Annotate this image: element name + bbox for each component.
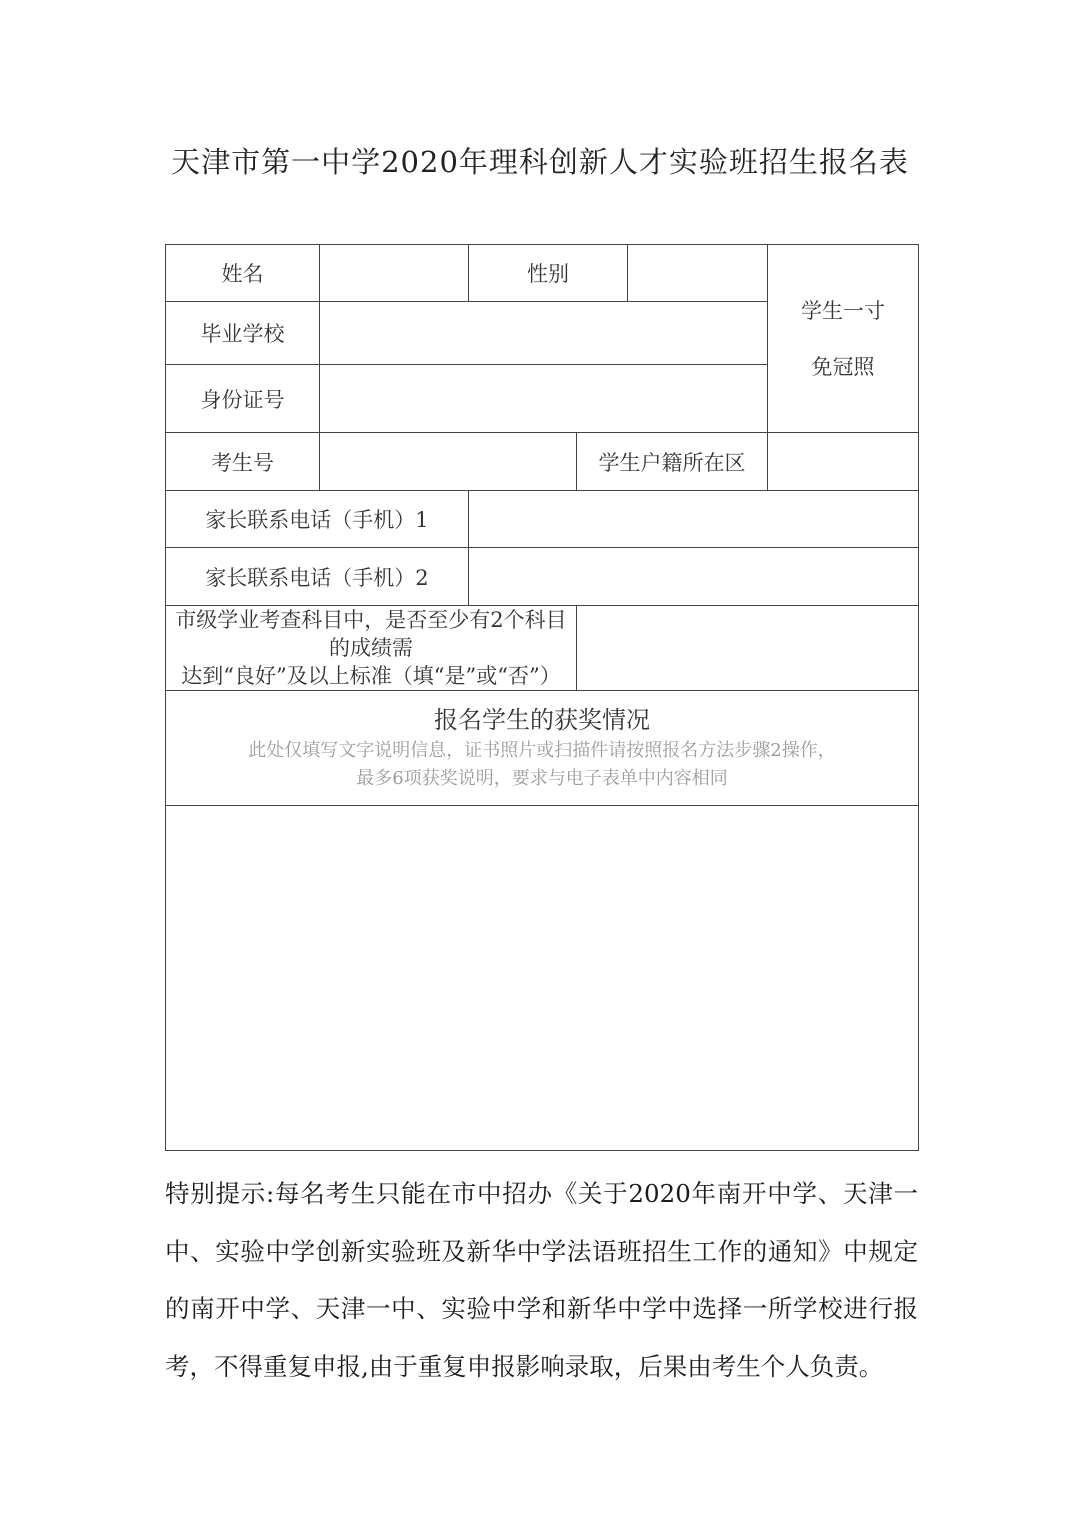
awards-hint-line1: 此处仅填写文字说明信息，证书照片或扫描件请按照报名方法步骤2操作， <box>248 740 836 761</box>
gender-field[interactable] <box>628 245 768 302</box>
school-field[interactable] <box>320 302 768 365</box>
grade-question-line1: 市级学业考查科目中，是否至少有2个科目的成绩需 <box>175 608 567 660</box>
phone1-field[interactable] <box>469 491 919 548</box>
row-awards-content <box>166 806 919 1151</box>
row-name-gender <box>166 245 919 302</box>
grade-question-field[interactable] <box>577 606 919 691</box>
awards-header <box>166 691 919 806</box>
registration-form <box>165 244 919 1151</box>
district-label: 学生户籍所在区 <box>577 433 768 491</box>
row-question <box>166 606 919 691</box>
phone2-field[interactable] <box>469 548 919 606</box>
id-label: 身份证号 <box>166 365 320 433</box>
exam-no-field[interactable] <box>320 433 577 491</box>
photo-label-line2: 免冠照 <box>811 354 875 379</box>
row-awards-header <box>166 691 919 806</box>
gender-label: 性别 <box>469 245 628 302</box>
row-exam-district <box>166 433 919 491</box>
phone1-label: 家长联系电话（手机）1 <box>166 491 469 548</box>
name-field[interactable] <box>320 245 469 302</box>
phone2-label: 家长联系电话（手机）2 <box>166 548 469 606</box>
awards-hint-line2: 最多6项获奖说明，要求与电子表单中内容相同 <box>356 768 728 789</box>
school-label: 毕业学校 <box>166 302 320 365</box>
district-field[interactable] <box>768 433 919 491</box>
grade-question-line2: 达到“良好”及以上标准（填“是”或“否”） <box>181 664 561 688</box>
form-title: 天津市第一中学2020年理科创新人才实验班招生报名表 <box>171 145 909 179</box>
awards-title: 报名学生的获奖情况 <box>434 706 650 734</box>
exam-no-label: 考生号 <box>166 433 320 491</box>
awards-content-field[interactable] <box>166 806 919 1151</box>
photo-label-line1: 学生一寸 <box>801 298 885 323</box>
id-field[interactable] <box>320 365 768 433</box>
row-phone2 <box>166 548 919 606</box>
grade-question-label <box>166 606 577 691</box>
special-notice: 特别提示:每名考生只能在市中招办《关于2020年南开中学、天津一中、实验中学创新实验班及新华中学法语班招生工作的通知》中规定的南开中学、天津一中、实验中学和新华中学中选择一所学校进行报考，不得重复申报,由于重复申报影响录取，后果由考生个人负责。 <box>165 1179 918 1381</box>
photo-box[interactable] <box>768 245 919 433</box>
row-phone1 <box>166 491 919 548</box>
name-label: 姓名 <box>166 245 320 302</box>
